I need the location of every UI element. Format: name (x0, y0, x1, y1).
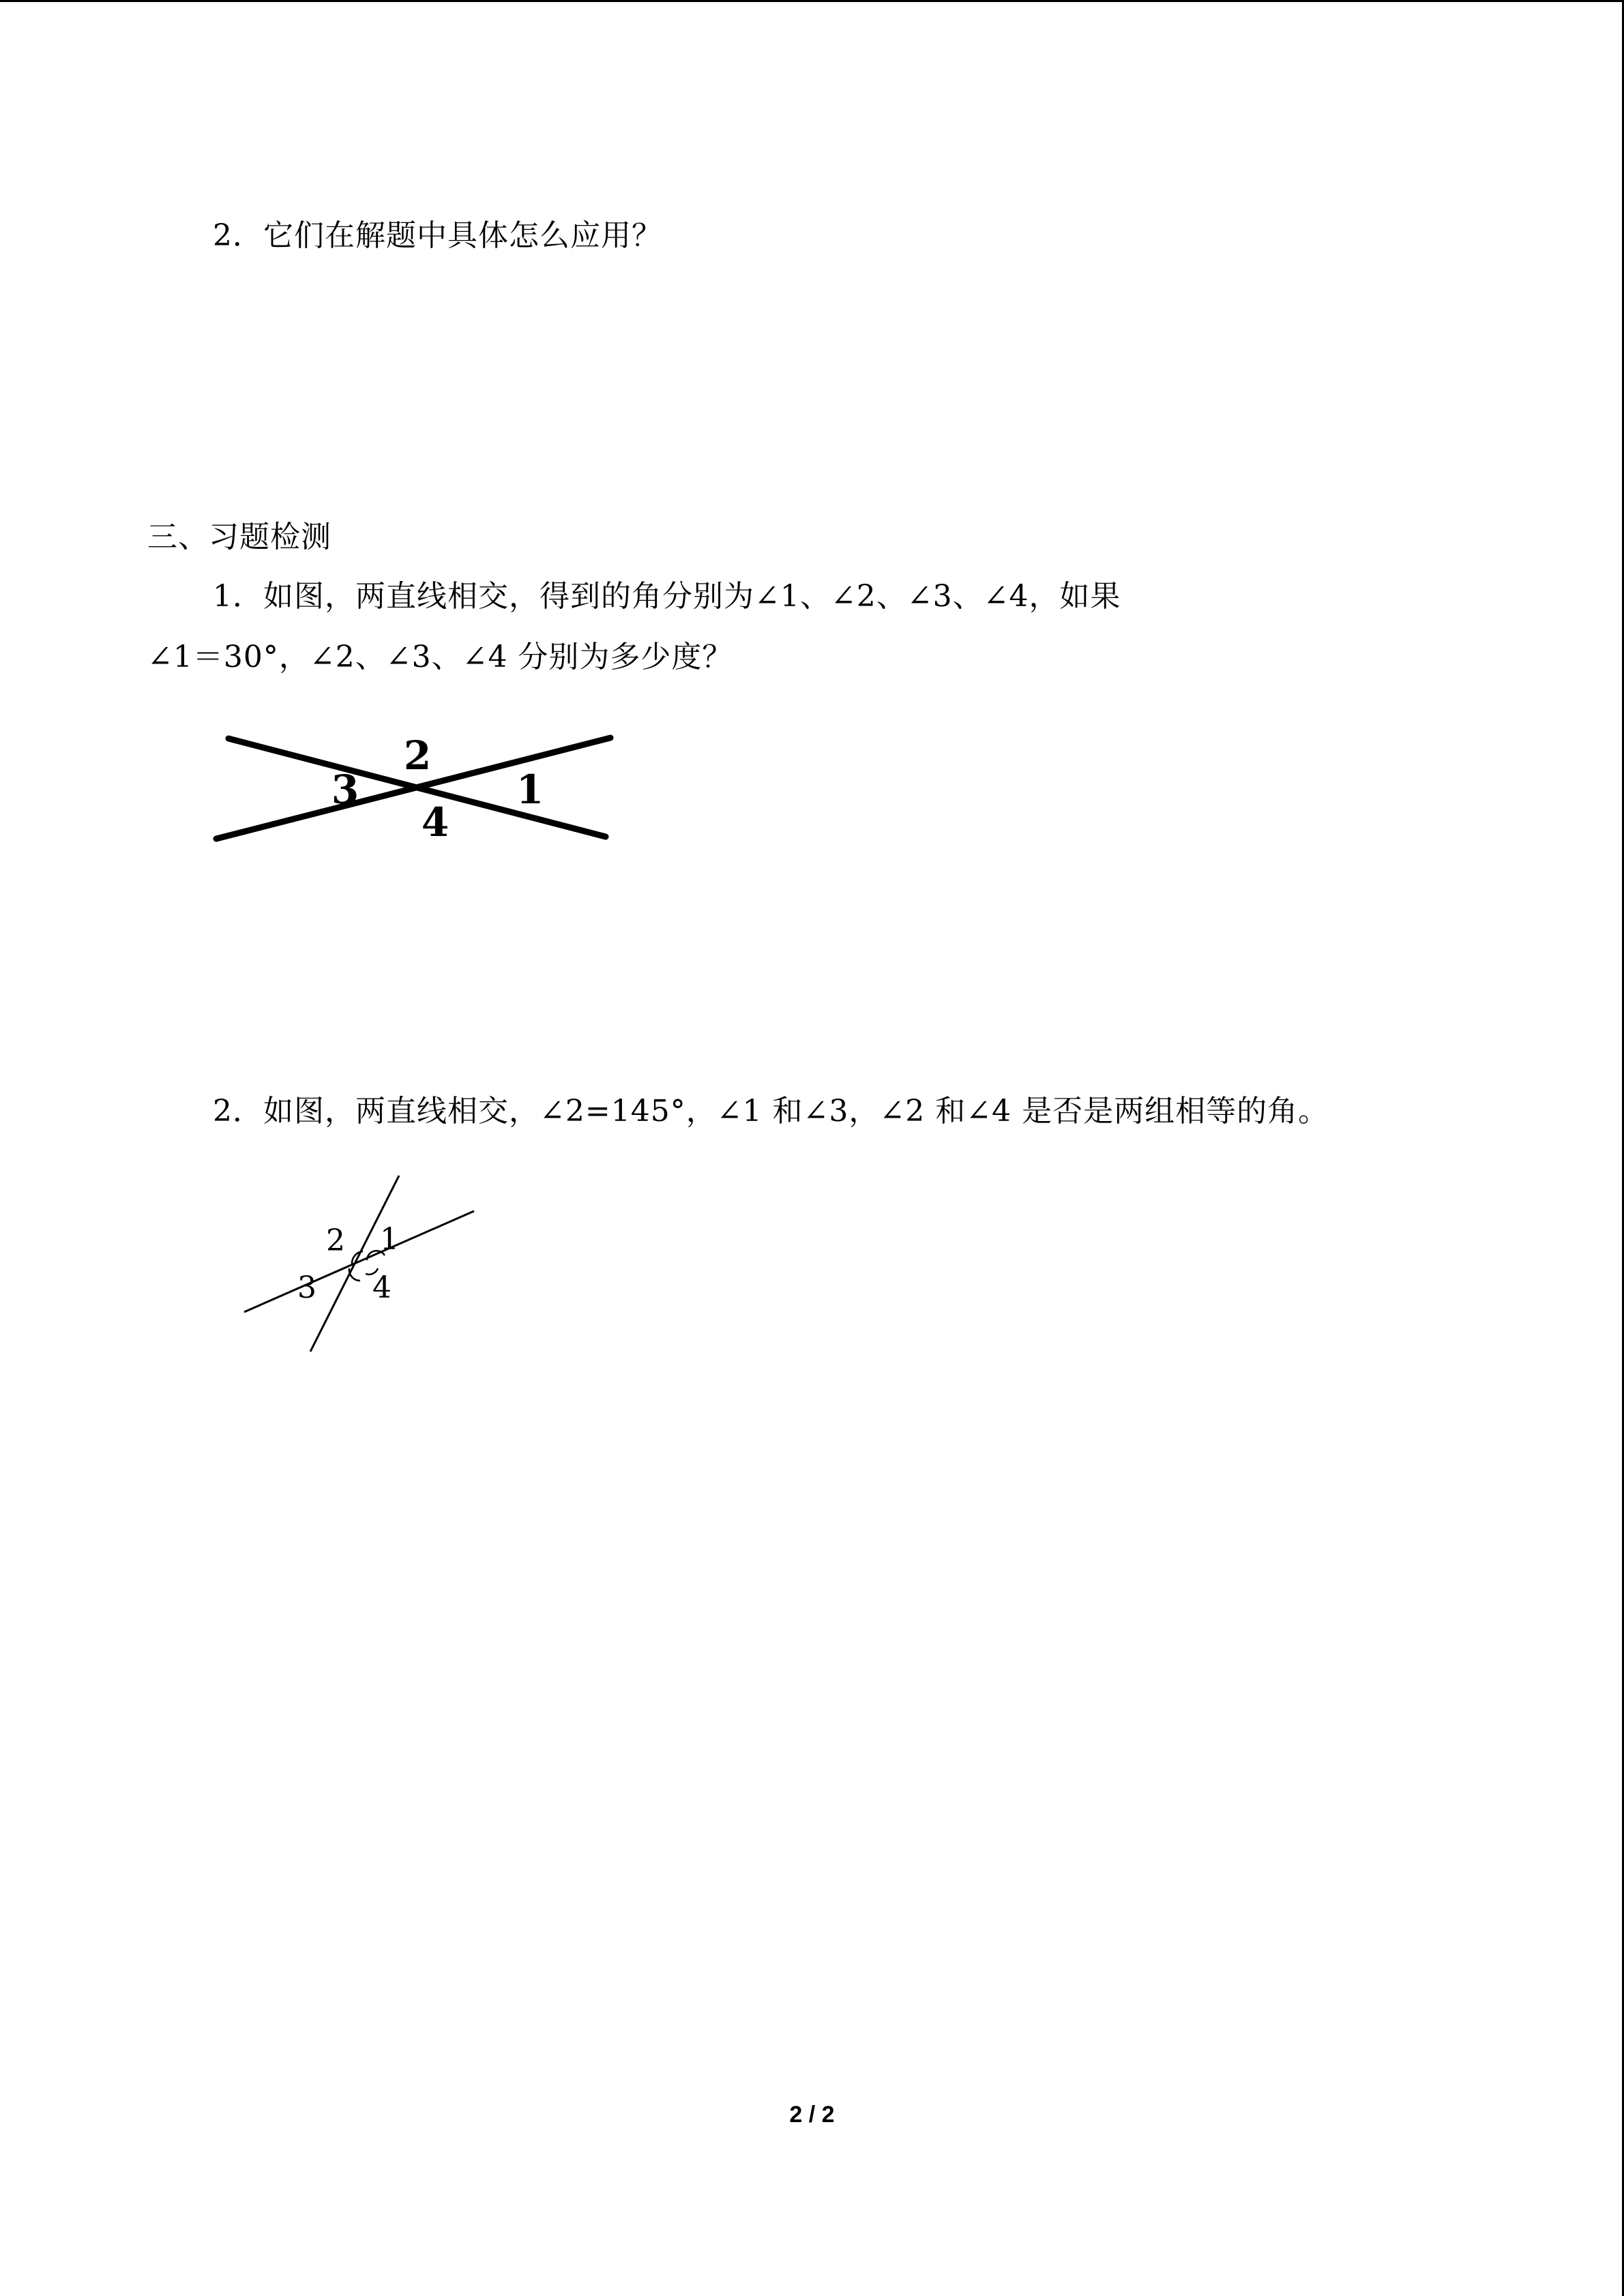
question-2-how-to-apply: 2．它们在解题中具体怎么应用？ (213, 218, 662, 253)
top-border (0, 0, 1624, 2)
problem-1-figure (205, 723, 628, 859)
problem-2-text-line-1: 2．如图，两直线相交，∠2=145°，∠1 和∠3，∠2 和∠4 是否是两组相等的角。 (213, 1094, 1329, 1129)
problem-2-figure (232, 1166, 491, 1364)
angle-label-4: 4 (421, 799, 449, 846)
angle-label-1: 1 (516, 766, 544, 813)
intersecting-lines-diagram-1 (205, 723, 628, 859)
angle-label-3: 3 (297, 1270, 316, 1305)
line-b (310, 1176, 399, 1352)
problem-1-text-line-1: 1．如图，两直线相交，得到的角分别为∠1、∠2、∠3、∠4，如果 (213, 579, 1121, 614)
page-number: 2 / 2 (789, 2102, 835, 2128)
angle-label-1: 1 (380, 1222, 399, 1257)
angle-label-2: 2 (403, 732, 432, 779)
section-heading-exercises: 三、习题检测 (147, 520, 331, 554)
angle-label-3: 3 (331, 766, 359, 813)
angle-label-4: 4 (372, 1270, 392, 1305)
line-a (244, 1211, 474, 1312)
intersecting-lines-diagram-2 (232, 1166, 491, 1364)
angle-label-2: 2 (326, 1223, 345, 1258)
problem-1-text-line-2: ∠1＝30°，∠2、∠3、∠4 分别为多少度？ (147, 640, 733, 674)
